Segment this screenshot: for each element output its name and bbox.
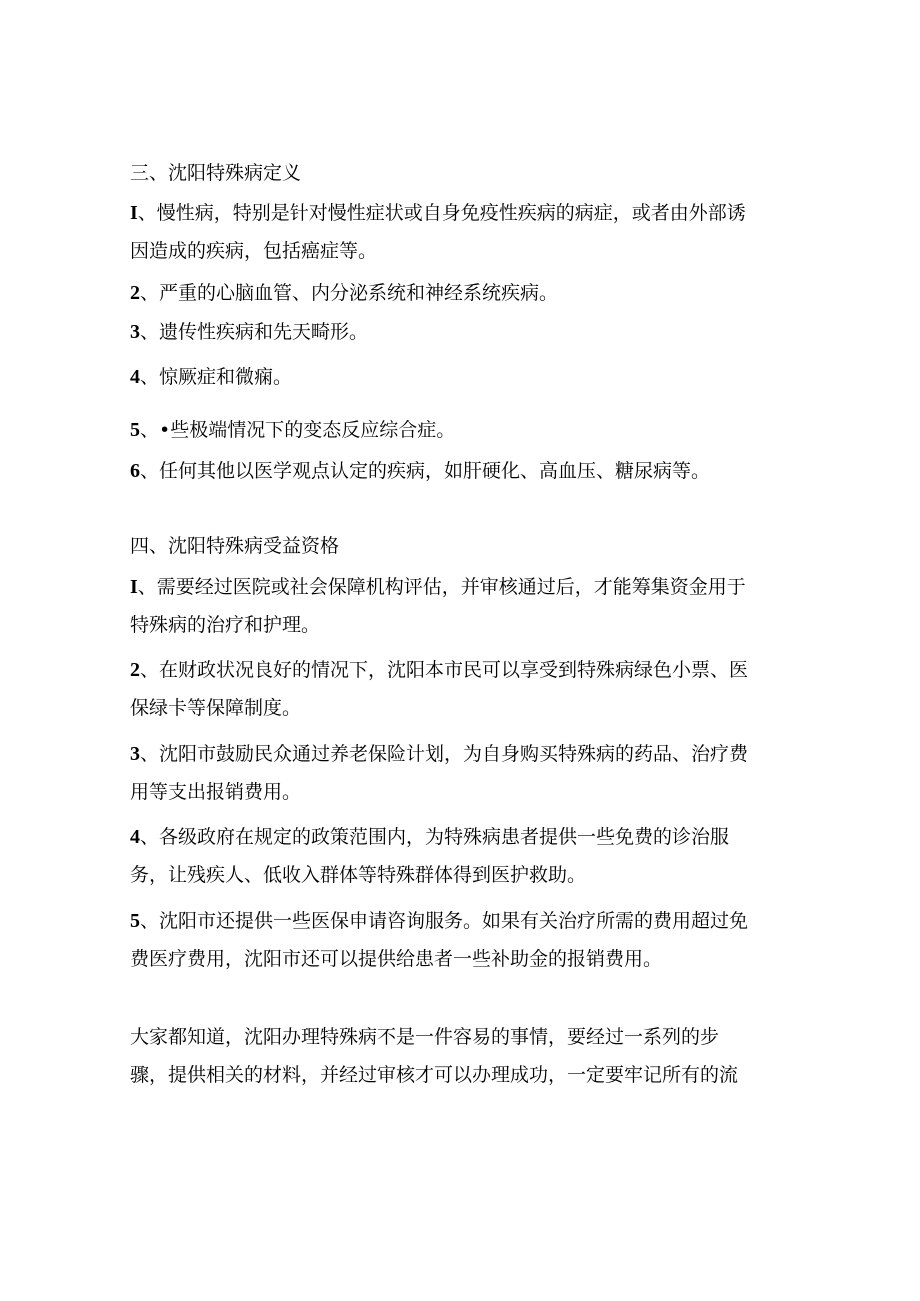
item-text: 、遗传性疾病和先天畸形。	[140, 321, 369, 343]
paragraph-line: 因造成的疾病，包括癌症等。	[130, 240, 378, 262]
section4-heading: 四、沈阳特殊病受益资格	[130, 535, 340, 557]
paragraph-line	[130, 358, 790, 396]
closing-paragraph	[130, 1018, 790, 1094]
section4-item-1	[130, 568, 790, 644]
paragraph-line	[130, 735, 790, 773]
item-number: 3	[130, 321, 140, 343]
item-number: I	[130, 576, 138, 598]
item-number: 4	[130, 826, 140, 848]
paragraph-line	[130, 194, 790, 232]
section3-item-3	[130, 313, 790, 351]
item-text: 、沈阳市鼓励民众通过养老保险计划，为自身购买特殊病的药品、治疗费	[140, 743, 749, 765]
paragraph-line	[130, 902, 790, 940]
item-text: 、•些极端情况下的变态反应综合症。	[140, 419, 456, 441]
section3-item-5	[130, 411, 790, 449]
item-text: 、沈阳市还提供一些医保申请咨询服务。如果有关治疗所需的费用超过免	[140, 910, 749, 932]
item-number: 5	[130, 910, 140, 932]
item-number: 5	[130, 419, 140, 441]
paragraph-line: 务，让残疾人、低收入群体等特殊群体得到医护救助。	[130, 864, 587, 886]
section3-heading: 三、沈阳特殊病定义	[130, 162, 302, 184]
section4-item-4	[130, 818, 790, 894]
paragraph-line	[130, 818, 790, 856]
item-text: 、需要经过医院或社会保障机构评估，并审核通过后，才能筹集资金用于	[137, 576, 746, 598]
paragraph-line: 保绿卡等保障制度。	[130, 697, 302, 719]
section3-item-4	[130, 358, 790, 396]
section4-item-2	[130, 651, 790, 727]
section3-item-1	[130, 194, 790, 270]
paragraph-line	[130, 651, 790, 689]
section4-item-3	[130, 735, 790, 811]
item-number: 2	[130, 282, 140, 304]
paragraph-line	[130, 411, 790, 449]
item-number: 6	[130, 460, 140, 482]
item-text: 、任何其他以医学观点认定的疾病，如肝硬化、高血压、糖尿病等。	[140, 460, 711, 482]
item-text: 、慢性病，特别是针对慢性症状或自身免疫性疾病的病症，或者由外部诱	[137, 202, 746, 224]
item-text: 、惊厥症和微痫。	[140, 366, 293, 388]
paragraph-line	[130, 274, 790, 312]
paragraph-line	[130, 452, 790, 490]
paragraph-line: 大家都知道，沈阳办理特殊病不是一件容易的事情，要经过一系列的步	[130, 1026, 720, 1048]
paragraph-line: 特殊病的治疗和护理。	[130, 614, 321, 636]
section4-item-5	[130, 902, 790, 978]
paragraph-line	[130, 568, 790, 606]
item-number: 4	[130, 366, 140, 388]
item-number: 2	[130, 659, 140, 681]
item-text: 、各级政府在规定的政策范围内，为特殊病患者提供一些免费的诊治服	[140, 826, 730, 848]
item-number: 3	[130, 743, 140, 765]
item-text: 、严重的心脑血管、内分泌系统和神经系统疾病。	[140, 282, 559, 304]
paragraph-line: 费医疗费用，沈阳市还可以提供给患者一些补助金的报销费用。	[130, 948, 663, 970]
item-number: I	[130, 202, 138, 224]
section3-item-2	[130, 274, 790, 312]
paragraph-line: 用等支出报销费用。	[130, 781, 302, 803]
section3-item-6	[130, 452, 790, 490]
paragraph-line: 骤，提供相关的材料，并经过审核才可以办理成功，一定要牢记所有的流	[130, 1064, 739, 1086]
item-text: 、在财政状况良好的情况下，沈阳本市民可以享受到特殊病绿色小票、医	[140, 659, 749, 681]
paragraph-line	[130, 313, 790, 351]
